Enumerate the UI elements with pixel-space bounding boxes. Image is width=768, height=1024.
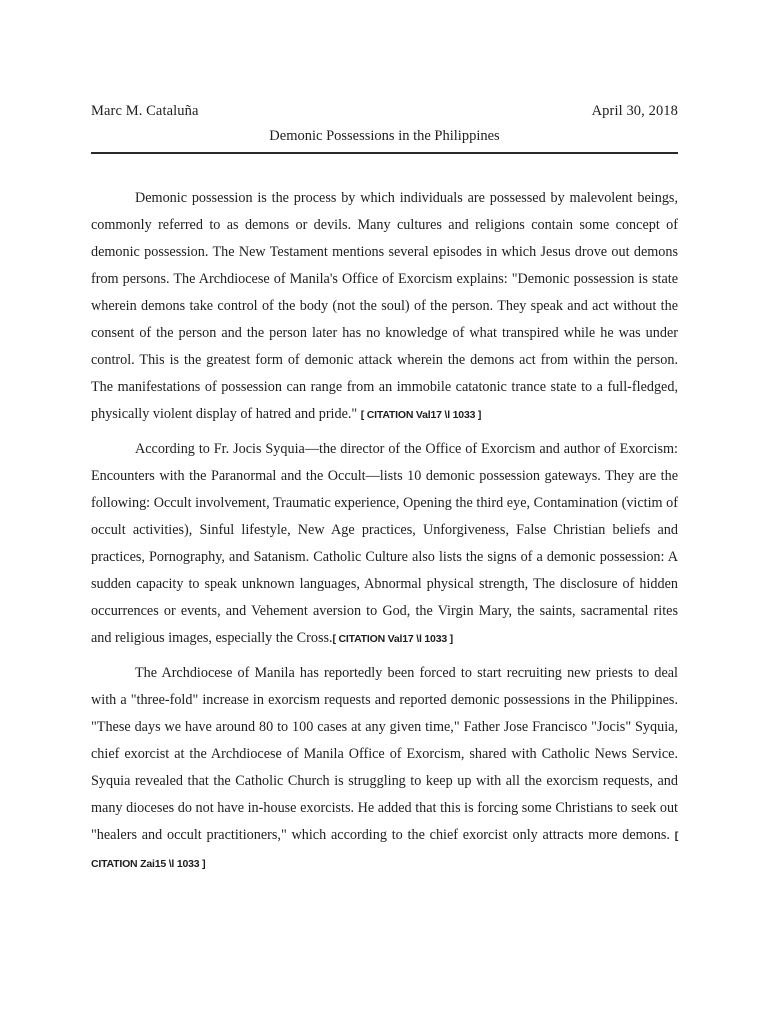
citation-field[interactable]: [ CITATION Val17 \l 1033 ] bbox=[360, 409, 482, 421]
paragraph-3-text: The Archdiocese of Manila has reportedly been forced to start recruiting new priests to deal with a "three-fold" increase in exorcism requests and reported demonic possessions in the Philippines. "These days we have around 80 to 100 cases at any given time," Father Jose Francisco "Jocis" Syquia, chief exorcist at the Archdiocese of Manila Office of Exorcism, shared with Catholic News Service. Syquia revealed that the Catholic Church is struggling to keep up with all the exorcism requests, and many dioceses do not have in-house exorcists. He added that this is forcing some Christians to seek out "healers and occult practitioners," which according to the chief exorcist only attracts more demons. bbox=[91, 665, 678, 843]
paragraph-1 bbox=[91, 185, 678, 429]
citation-field[interactable]: [ CITATION Zai15 \l 1033 ] bbox=[91, 830, 678, 870]
document-title: Demonic Possessions in the Philippines bbox=[269, 128, 500, 144]
document-body bbox=[91, 185, 678, 885]
document-date: April 30, 2018 bbox=[591, 103, 678, 119]
paragraph-2 bbox=[91, 436, 678, 653]
paragraph-1-text: Demonic possession is the process by which individuals are possessed by malevolent beings, commonly referred to as demons or devils. Many cultures and religions contain some concept of demonic possession. The New Testament mentions several episodes in which Jesus drove out demons from persons. The Archdiocese of Manila's Office of Exorcism explains: "Demonic possession is state wherein demons take control of the body (not the soul) of the person. They speak and act without the consent of the person and the person later has no knowledge of what transpired while he was under control. This is the greatest form of demonic attack wherein the demons act from within the person. The manifestations of possession can range from an immobile catatonic trance state to a full-fledged, physically violent display of hatred and pride." bbox=[91, 190, 678, 422]
paragraph-2-text: According to Fr. Jocis Syquia—the director of the Office of Exorcism and author of Exorcism: Encounters with the Paranormal and the Occult—lists 10 demonic possession gateways. They are the following: Occult involvement, Traumatic experience, Opening the third eye, Contamination (victim of occult activities), Sinful lifestyle, New Age practices, Unforgiveness, False Christian beliefs and practices, Pornography, and Satanism. Catholic Culture also lists the signs of a demonic possession: A sudden capacity to speak unknown languages, Abnormal physical strength, The disclosure of hidden occurrences or events, and Vehement aversion to God, the Virgin Mary, the saints, sacramental rites and religious images, especially the Cross. bbox=[91, 441, 678, 646]
document-page bbox=[91, 0, 678, 1024]
header-divider bbox=[91, 152, 678, 154]
citation-field[interactable]: [ CITATION Val17 \l 1033 ] bbox=[332, 633, 453, 645]
document-header bbox=[91, 100, 678, 122]
paragraph-3 bbox=[91, 660, 678, 878]
author-name: Marc M. Cataluña bbox=[91, 103, 199, 119]
